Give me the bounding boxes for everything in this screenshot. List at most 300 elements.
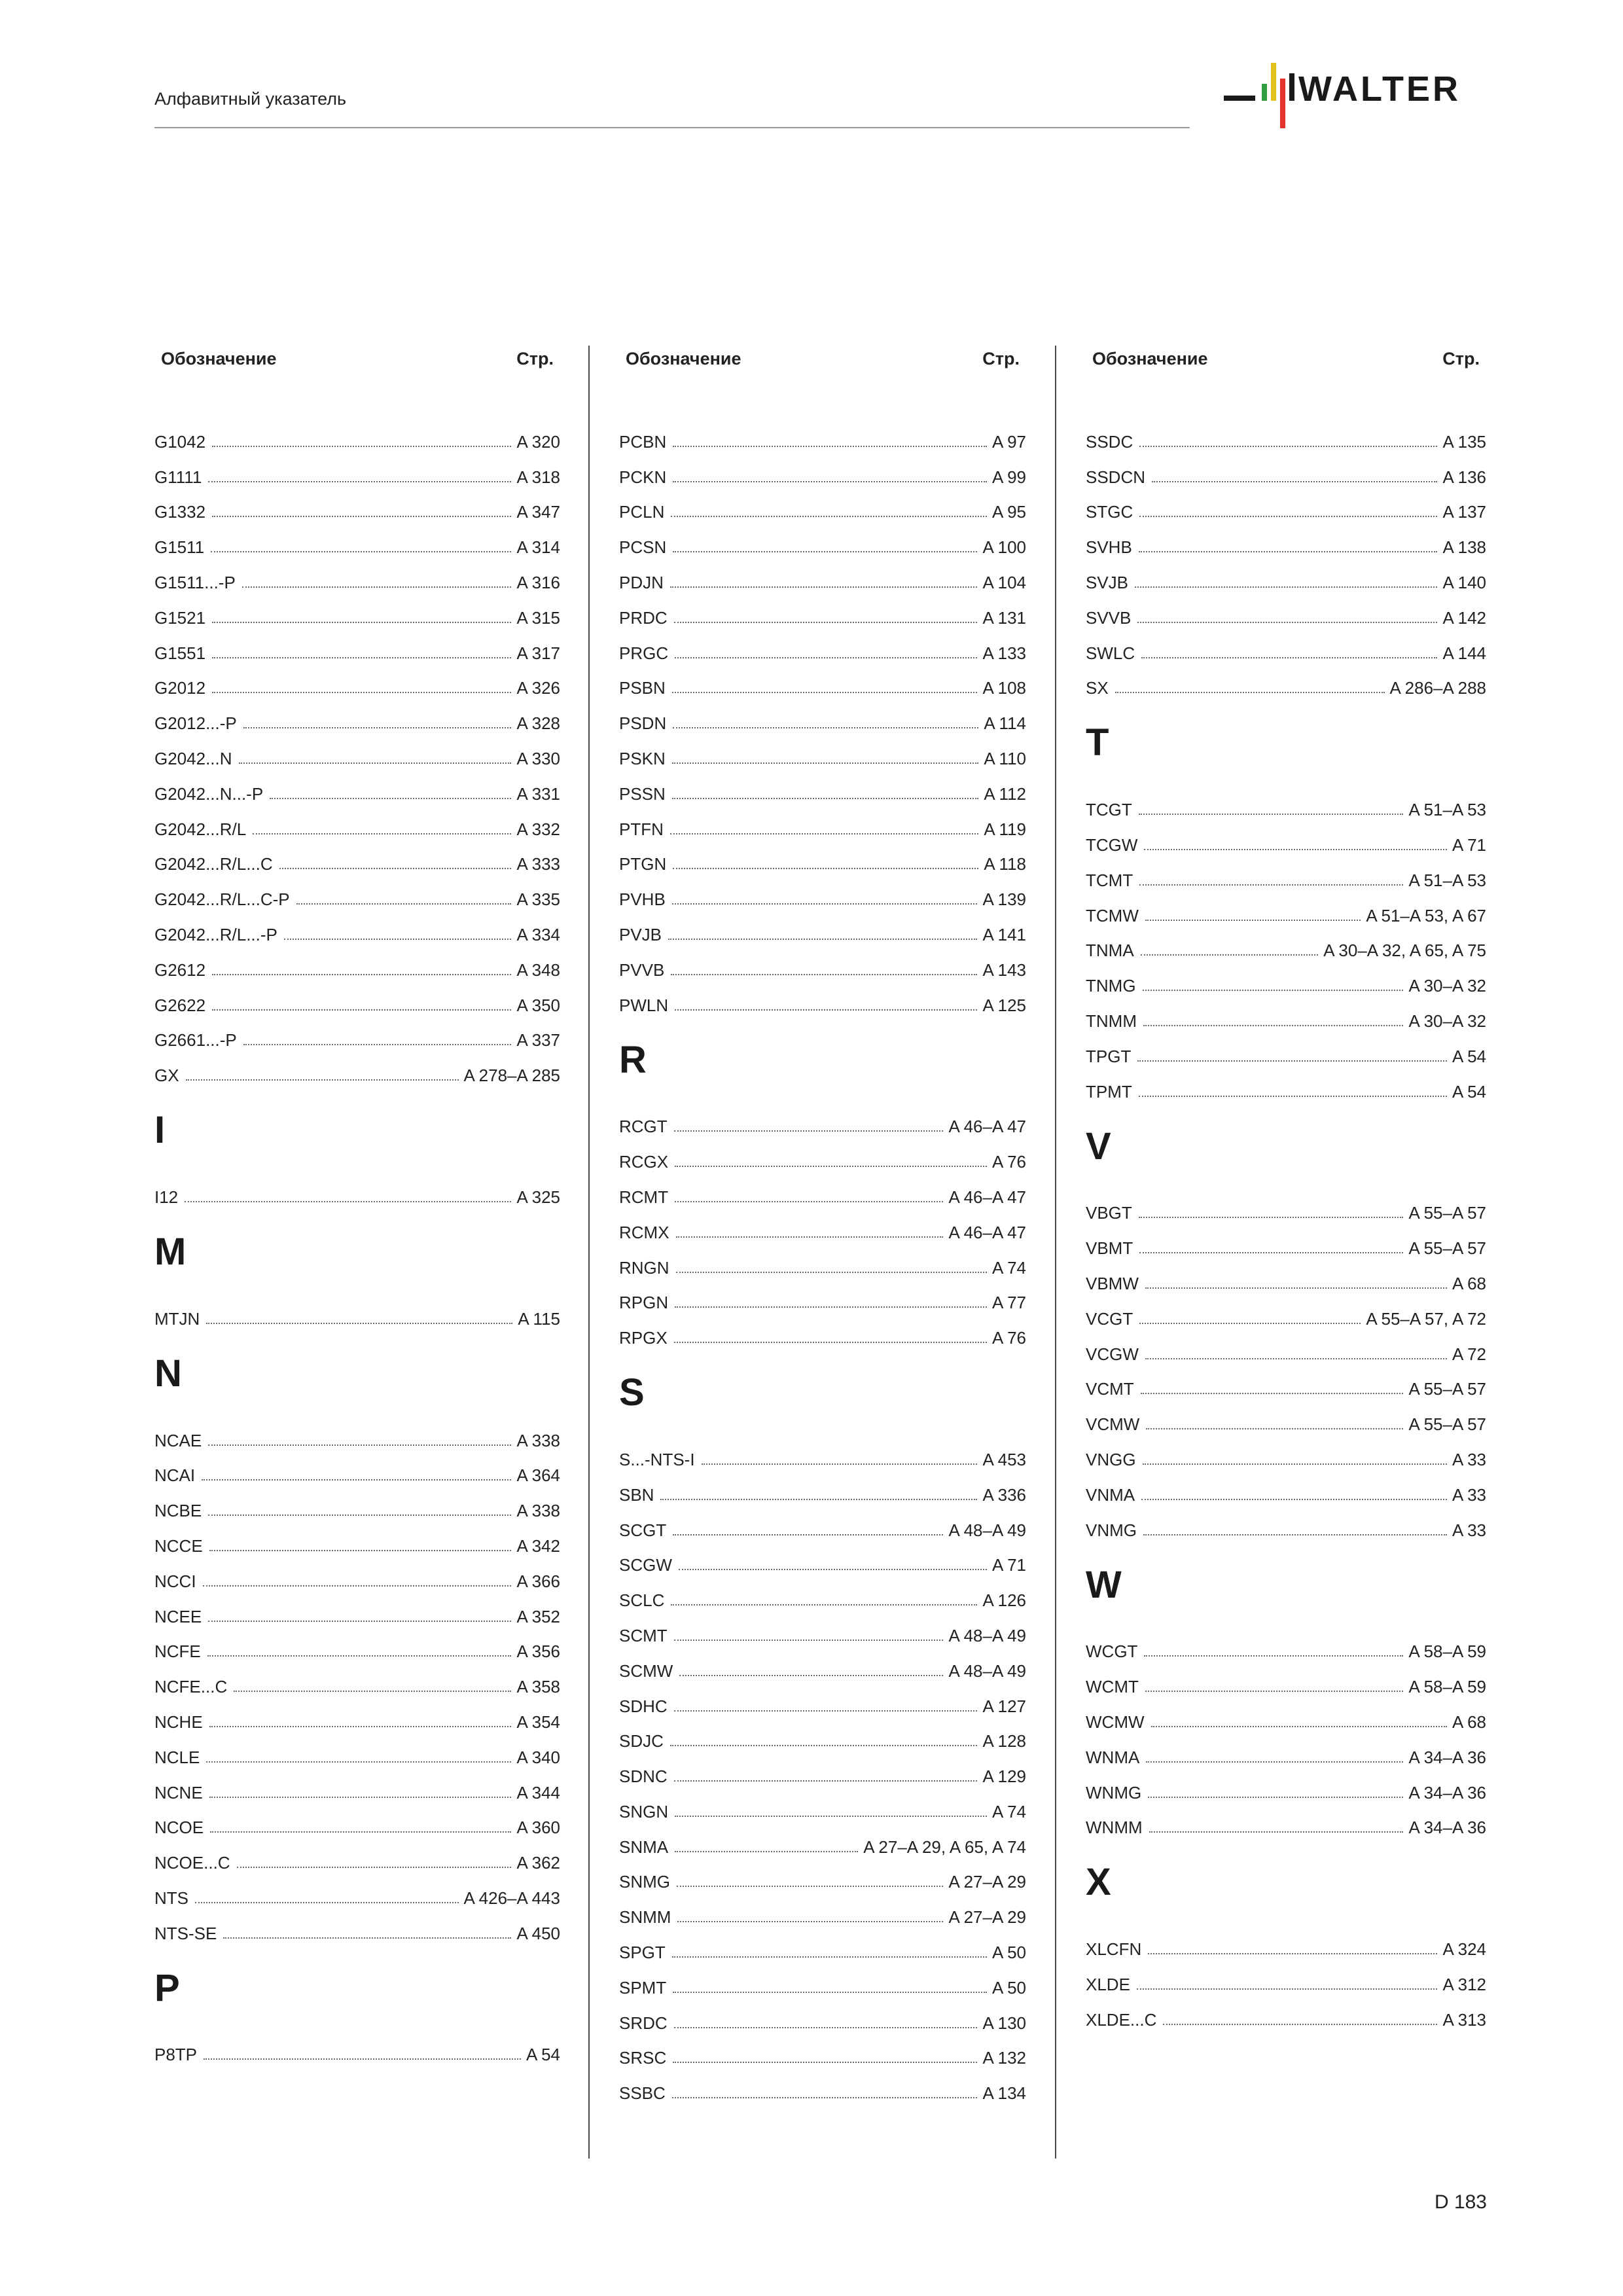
index-entry [619, 1892, 1026, 1928]
entry-designation: I12 [154, 1187, 179, 1207]
entry-page: A 77 [991, 1293, 1026, 1313]
logo-bar-yellow [1271, 63, 1276, 101]
dot-leader [1139, 1096, 1447, 1097]
entry-designation: SDJC [619, 1731, 664, 1751]
index-entry [619, 1822, 1026, 1857]
entry-page: A 50 [991, 1977, 1026, 1998]
index-entry [1086, 926, 1486, 961]
dot-leader [209, 1726, 512, 1727]
entry-designation: TCGT [1086, 800, 1132, 820]
dot-leader [242, 586, 512, 588]
index-group [154, 417, 560, 1086]
dot-leader [674, 1342, 987, 1343]
dot-leader [237, 1867, 512, 1868]
entry-page: A 71 [991, 1555, 1026, 1575]
entry-page: A 356 [516, 1641, 560, 1662]
column-header [154, 344, 560, 376]
entry-designation: SSBC [619, 2083, 666, 2104]
index-entry [154, 1803, 560, 1839]
index-entry [1086, 593, 1486, 628]
entry-page: A 347 [516, 502, 560, 522]
entry-designation: SX [1086, 678, 1109, 698]
dot-leader [234, 1691, 511, 1692]
entry-designation: SNMG [619, 1872, 670, 1892]
index-entry [619, 417, 1026, 452]
entry-designation: G1521 [154, 607, 206, 628]
dot-leader [676, 1272, 987, 1273]
dot-leader [1143, 1463, 1447, 1465]
index-entry [619, 2068, 1026, 2104]
entry-page: A 314 [516, 537, 560, 558]
dot-leader [673, 1992, 987, 1993]
entry-page: A 130 [982, 2013, 1026, 2033]
entry-page: A 136 [1442, 467, 1486, 487]
index-entry [154, 1909, 560, 1944]
entry-designation: G2661...-P [154, 1030, 237, 1050]
index-entry [1086, 628, 1486, 664]
entry-designation: NTS-SE [154, 1923, 217, 1943]
index-entry [1086, 855, 1486, 891]
entry-page: A 55–A 57 [1408, 1203, 1486, 1223]
dot-leader [1139, 1323, 1361, 1324]
entry-page: A 112 [984, 783, 1026, 804]
index-entry [619, 558, 1026, 593]
entry-page: A 51–A 53 [1408, 870, 1486, 890]
entry-page: A 72 [1452, 1344, 1486, 1364]
dot-leader [206, 1761, 511, 1763]
dot-leader [670, 833, 979, 834]
index-group [1086, 417, 1486, 698]
index-entry [154, 874, 560, 910]
dot-leader [195, 1902, 459, 1903]
entry-designation: PCKN [619, 467, 667, 487]
entry-designation: G2042...R/L...C [154, 854, 273, 874]
entry-designation: G1332 [154, 502, 206, 522]
entry-designation: SSDCN [1086, 467, 1146, 487]
index-entry [1086, 1924, 1486, 1960]
entry-designation: VCGW [1086, 1344, 1139, 1364]
entry-designation: SNMA [619, 1837, 669, 1857]
dot-leader [212, 692, 511, 693]
dot-leader [1152, 481, 1437, 482]
entry-page: A 54 [1452, 1081, 1486, 1102]
entry-page: A 132 [982, 2048, 1026, 2068]
dot-leader [673, 727, 978, 728]
dot-leader [702, 1463, 978, 1465]
entry-designation: PVHB [619, 889, 666, 910]
dot-leader [668, 939, 977, 940]
index-group [619, 1016, 1026, 1349]
entry-designation: WCGT [1086, 1641, 1138, 1662]
index-entry [154, 1768, 560, 1803]
entry-designation: SCLC [619, 1590, 665, 1611]
entry-page: A 134 [982, 2083, 1026, 2104]
index-entry [619, 980, 1026, 1016]
index-entry [619, 1751, 1026, 1787]
dot-leader [1146, 1761, 1403, 1763]
entry-page: A 336 [982, 1484, 1026, 1505]
entry-designation: PRDC [619, 607, 668, 628]
entry-designation: P8TP [154, 2045, 198, 2065]
index-entry [1086, 1662, 1486, 1697]
dot-leader [204, 2058, 521, 2060]
entry-designation: TCMT [1086, 870, 1133, 890]
entry-page: A 115 [518, 1308, 560, 1329]
designation-heading: Обозначение [161, 349, 277, 368]
dot-leader [1115, 692, 1385, 693]
entry-page: A 125 [982, 995, 1026, 1015]
entry-page: A 55–A 57 [1408, 1238, 1486, 1259]
index-groups [1086, 417, 1486, 2030]
dot-leader [239, 762, 512, 764]
index-entry [619, 593, 1026, 628]
entry-page: A 360 [516, 1818, 560, 1838]
entry-page: A 128 [982, 1731, 1026, 1751]
dot-leader [675, 1816, 987, 1817]
entry-designation: S...-NTS-I [619, 1449, 695, 1469]
dot-leader [212, 1009, 511, 1011]
entry-designation: G1042 [154, 431, 206, 452]
entry-designation: G2042...R/L [154, 819, 247, 839]
entry-designation: NCHE [154, 1712, 203, 1732]
entry-designation: XLCFN [1086, 1939, 1142, 1960]
entry-designation: STGC [1086, 502, 1133, 522]
entry-page: A 364 [516, 1465, 560, 1486]
entry-designation: G2012 [154, 678, 206, 698]
dot-leader [186, 1079, 459, 1081]
entry-page: A 55–A 57, A 72 [1366, 1308, 1486, 1329]
index-entry [1086, 1067, 1486, 1102]
entry-designation: G2012...-P [154, 713, 237, 734]
entry-page: A 450 [516, 1923, 560, 1943]
index-entry [619, 1243, 1026, 1278]
dot-leader [1141, 1499, 1447, 1500]
entry-page: A 68 [1452, 1273, 1486, 1293]
index-entry [154, 698, 560, 734]
entry-page: A 46–A 47 [948, 1187, 1026, 1207]
entry-page: A 108 [982, 678, 1026, 698]
entry-page: A 126 [982, 1590, 1026, 1611]
entry-designation: VBMT [1086, 1238, 1133, 1259]
entry-designation: NCAI [154, 1465, 196, 1486]
entry-designation: VCMW [1086, 1414, 1140, 1435]
dot-leader [671, 974, 977, 975]
entry-page: A 55–A 57 [1408, 1379, 1486, 1399]
dot-leader [243, 727, 512, 728]
index-entry [1086, 417, 1486, 452]
entry-page: A 71 [1452, 834, 1486, 855]
entry-designation: MTJN [154, 1308, 200, 1329]
dot-leader [672, 762, 979, 764]
dot-leader [674, 1130, 944, 1132]
entry-designation: PRGC [619, 643, 669, 663]
index-entry [1086, 1329, 1486, 1365]
dot-leader [672, 1956, 987, 1958]
dot-leader [1145, 1358, 1447, 1359]
index-entry [619, 804, 1026, 840]
dot-leader [208, 481, 511, 482]
entry-designation: SCMT [619, 1625, 668, 1645]
entry-page: A 313 [1442, 2009, 1486, 2030]
dot-leader [675, 1009, 977, 1011]
entry-designation: VCMT [1086, 1379, 1134, 1399]
dot-leader [1141, 657, 1437, 658]
index-entry [154, 1662, 560, 1697]
entry-designation: G1111 [154, 467, 202, 487]
entry-designation: RCMT [619, 1187, 669, 1207]
entry-designation: XLDE [1086, 1974, 1130, 1994]
dot-leader [672, 798, 979, 799]
entry-page: A 335 [516, 889, 560, 910]
dot-leader [1137, 1988, 1438, 1990]
entry-page: A 46–A 47 [948, 1222, 1026, 1242]
index-entry [619, 945, 1026, 980]
entry-page: A 46–A 47 [948, 1117, 1026, 1137]
dot-leader [660, 1499, 977, 1500]
index-entry [154, 1172, 560, 1208]
dot-leader [674, 1710, 978, 1712]
index-entry [1086, 1365, 1486, 1400]
index-entry [619, 1611, 1026, 1646]
entry-page: A 140 [1442, 572, 1486, 592]
entry-page: A 76 [991, 1328, 1026, 1348]
entry-designation: NCBE [154, 1501, 202, 1521]
entry-designation: SVVB [1086, 607, 1132, 628]
dot-leader [212, 974, 511, 975]
entry-page: A 95 [991, 502, 1026, 522]
index-entry [1086, 1399, 1486, 1435]
index-column-2 [619, 344, 1026, 2104]
index-entry [619, 1278, 1026, 1314]
entry-page: A 348 [516, 960, 560, 980]
entry-designation: TNMA [1086, 941, 1134, 961]
entry-designation: G1511 [154, 537, 205, 558]
dot-leader [203, 1585, 512, 1587]
entry-designation: NCFE...C [154, 1677, 228, 1697]
entry-page: A 315 [516, 607, 560, 628]
dot-leader [673, 481, 987, 482]
index-entry [154, 1050, 560, 1086]
section-letter: M [154, 1230, 187, 1273]
dot-leader [673, 551, 977, 552]
walter-logo [1224, 60, 1499, 134]
index-entry [619, 1137, 1026, 1172]
index-group [154, 1944, 560, 2066]
index-entry [1086, 996, 1486, 1031]
index-entry [619, 1681, 1026, 1717]
entry-page: A 358 [516, 1677, 560, 1697]
entry-page: A 118 [984, 854, 1026, 874]
dot-leader [674, 1640, 944, 1641]
column-header [1086, 344, 1486, 376]
index-entry [619, 2034, 1026, 2069]
index-group [154, 1208, 560, 1329]
index-entry [619, 1575, 1026, 1611]
entry-designation: NCFE [154, 1641, 201, 1662]
logo-dash [1224, 96, 1255, 101]
dot-leader [1141, 1393, 1404, 1394]
entry-designation: TPGT [1086, 1046, 1132, 1066]
entry-page: A 142 [1442, 607, 1486, 628]
index-entry [154, 840, 560, 875]
index-entry [1086, 891, 1486, 926]
entry-designation: SVHB [1086, 537, 1132, 558]
entry-page: A 58–A 59 [1408, 1641, 1486, 1662]
dot-leader [212, 446, 511, 447]
index-group [619, 1348, 1026, 2104]
entry-designation: SNMM [619, 1907, 671, 1928]
index-entry [1086, 1960, 1486, 1995]
entry-designation: NTS [154, 1888, 188, 1908]
entry-designation: NCLE [154, 1747, 200, 1767]
index-entry [154, 1697, 560, 1732]
entry-page: A 350 [516, 995, 560, 1015]
dot-leader [672, 692, 978, 693]
entry-page: A 97 [991, 431, 1026, 452]
entry-designation: SBN [619, 1484, 654, 1505]
entry-designation: SRSC [619, 2048, 667, 2068]
index-entry [154, 1016, 560, 1051]
entry-designation: SCGT [619, 1520, 667, 1540]
index-entry [1086, 1223, 1486, 1259]
entry-page: A 34–A 36 [1408, 1747, 1486, 1767]
entry-designation: PSBN [619, 678, 666, 698]
section-letter: R [619, 1038, 647, 1081]
entry-designation: G1551 [154, 643, 206, 663]
entry-designation: VBGT [1086, 1203, 1132, 1223]
index-entry [1086, 1435, 1486, 1470]
index-entry [1086, 522, 1486, 558]
dot-leader [207, 1655, 512, 1657]
index-entry [154, 1521, 560, 1556]
section-letter: V [1086, 1124, 1111, 1168]
header-rule [154, 127, 1190, 128]
page-header-title: Алфавитный указатель [154, 89, 347, 109]
dot-leader [208, 1444, 511, 1446]
entry-designation: NCOE...C [154, 1853, 230, 1873]
entry-designation: PCSN [619, 537, 667, 558]
entry-page: A 138 [1442, 537, 1486, 558]
entry-page: A 33 [1452, 1484, 1486, 1505]
index-entry [154, 804, 560, 840]
dot-leader [670, 1745, 978, 1746]
entry-page: A 330 [516, 748, 560, 768]
dot-leader [675, 657, 977, 658]
dot-leader [1137, 622, 1437, 623]
dot-leader [1145, 1691, 1404, 1692]
entry-page: A 143 [982, 960, 1026, 980]
entry-page: A 324 [1442, 1939, 1486, 1960]
dot-leader [223, 1937, 511, 1939]
dot-leader [675, 1851, 858, 1852]
index-entry [619, 488, 1026, 523]
index-entry [1086, 452, 1486, 488]
index-entry [619, 1470, 1026, 1505]
dot-leader [212, 622, 511, 623]
dot-leader [676, 1236, 944, 1238]
entry-page: A 50 [991, 1943, 1026, 1963]
dot-leader [675, 1166, 987, 1167]
entry-page: A 286–A 288 [1389, 678, 1486, 698]
entry-designation: RCGT [619, 1117, 668, 1137]
entry-designation: G2042...N [154, 748, 232, 768]
entry-page: A 99 [991, 467, 1026, 487]
entry-page: A 333 [516, 854, 560, 874]
dot-leader [279, 868, 512, 869]
entry-page: A 51–A 53, A 67 [1366, 905, 1486, 925]
index-entry [1086, 1627, 1486, 1662]
dot-leader [208, 1515, 511, 1516]
designation-heading: Обозначение [626, 349, 741, 368]
dot-leader [672, 903, 978, 905]
entry-page: A 54 [1452, 1046, 1486, 1066]
dot-leader [674, 1780, 978, 1782]
index-entry [154, 1556, 560, 1592]
dot-leader [1139, 551, 1438, 552]
dot-leader [679, 1675, 943, 1676]
entry-designation: PVJB [619, 924, 662, 944]
entry-designation: TPMT [1086, 1081, 1132, 1102]
entry-page: A 141 [982, 924, 1026, 944]
index-entry [1086, 785, 1486, 820]
index-entry [1086, 558, 1486, 593]
index-entry [619, 769, 1026, 804]
index-group [1086, 698, 1486, 1102]
index-group [154, 1329, 560, 1944]
index-entry [619, 1541, 1026, 1576]
index-group [1086, 1541, 1486, 1839]
index-entry [154, 945, 560, 980]
dot-leader [1151, 1726, 1447, 1727]
entry-designation: RPGX [619, 1328, 668, 1348]
dot-leader [212, 657, 511, 658]
section-letter: P [154, 1966, 180, 2009]
entry-page: A 48–A 49 [948, 1660, 1026, 1681]
entry-page: A 54 [526, 2045, 560, 2065]
entry-designation: TCGW [1086, 834, 1138, 855]
dot-leader [677, 1886, 943, 1887]
index-entry [154, 1838, 560, 1873]
index-entry [619, 1717, 1026, 1752]
index-entry [619, 1646, 1026, 1681]
entry-page: A 74 [991, 1801, 1026, 1821]
section-letter: S [619, 1371, 645, 1414]
entry-designation: NCAE [154, 1430, 202, 1450]
entry-page: A 331 [516, 783, 560, 804]
section-letter: W [1086, 1563, 1122, 1606]
entry-page: A 33 [1452, 1449, 1486, 1469]
entry-designation: PSSN [619, 783, 666, 804]
entry-page: A 119 [984, 819, 1026, 839]
entry-designation: WCMW [1086, 1712, 1145, 1732]
entry-page: A 129 [982, 1767, 1026, 1787]
entry-page: A 328 [516, 713, 560, 734]
dot-leader [243, 1044, 512, 1045]
entry-page: A 30–A 32 [1408, 976, 1486, 996]
entry-designation: G2042...R/L...C-P [154, 889, 290, 910]
index-group [1086, 1838, 1486, 2030]
dot-leader [209, 1797, 512, 1798]
entry-page: A 342 [516, 1535, 560, 1556]
entry-designation: SCGW [619, 1555, 672, 1575]
index-entry [619, 910, 1026, 945]
index-group [619, 417, 1026, 1016]
entry-designation: PWLN [619, 995, 669, 1015]
dot-leader [1139, 446, 1437, 447]
entry-designation: SCMW [619, 1660, 673, 1681]
entry-page: A 362 [516, 1853, 560, 1873]
index-entry [154, 1416, 560, 1451]
